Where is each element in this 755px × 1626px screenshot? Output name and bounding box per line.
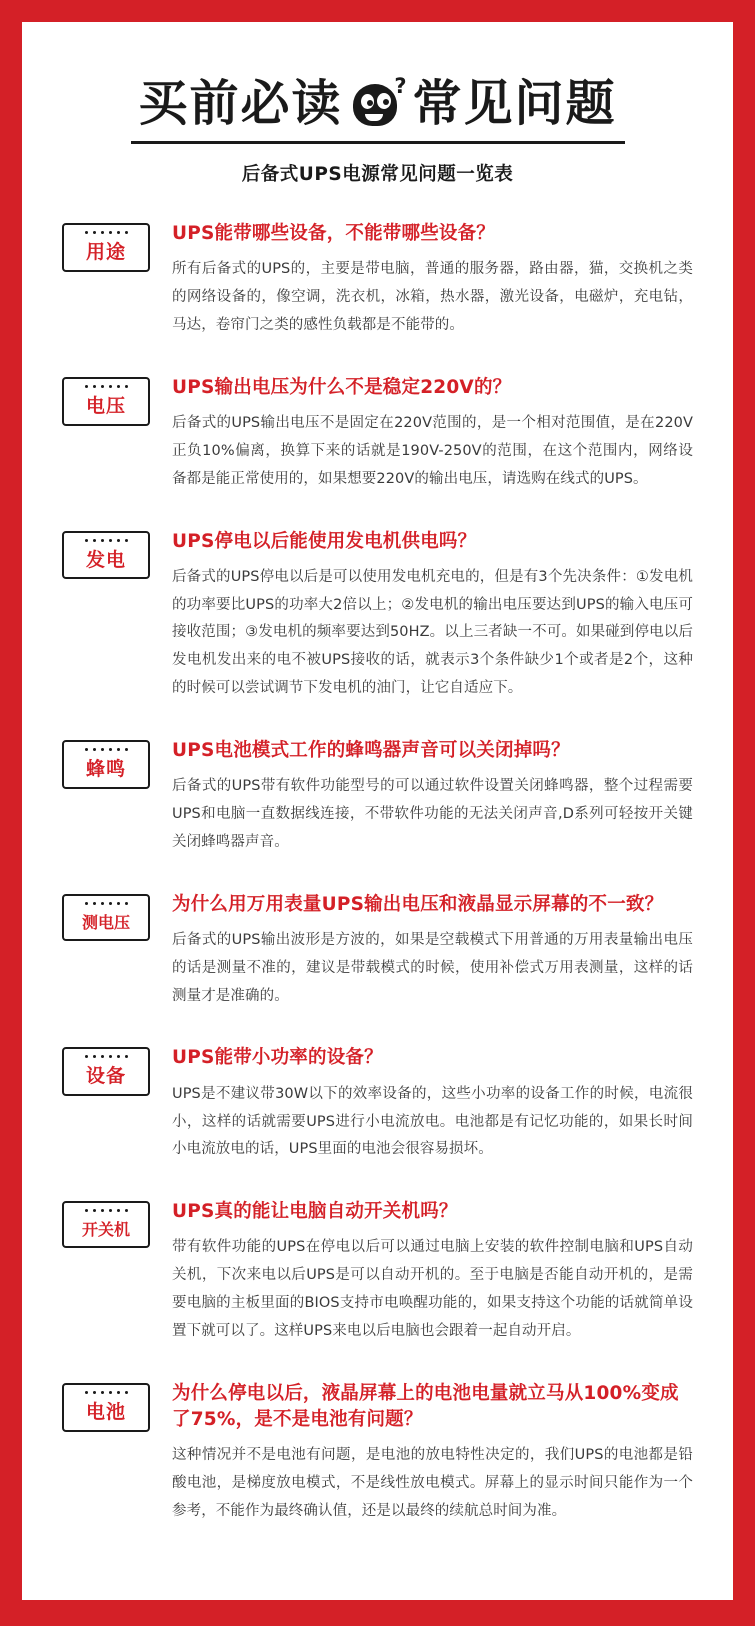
page-subtitle: 后备式UPS电源常见问题一览表: [241, 164, 514, 185]
faq-tag-label: 电压: [85, 394, 126, 417]
list-item: [62, 528, 693, 703]
dot-row-icon: [64, 385, 148, 388]
faq-tag: [62, 740, 150, 789]
faq-tag: [62, 1383, 150, 1432]
faq-tag: [62, 531, 150, 580]
faq-tag-label: 开关机: [81, 1220, 130, 1240]
poster-content-card: [22, 22, 733, 1600]
faq-tag-wrap: [62, 1198, 154, 1248]
dot-row-icon: [64, 1055, 148, 1058]
faq-question: UPS输出电压为什么不是稳定220V的？: [172, 376, 512, 398]
faq-answer: 所有后备式的UPS的，主要是带电脑，普通的服务器，路由器，猫，交换机之类的网络设备的，像空调，洗衣机，冰箱，热水器，激光设备，电磁炉，充电钻，马达，卷帘门之类的感性负载都是不能带的。: [172, 261, 693, 333]
confused-face-icon: [347, 74, 409, 132]
faq-body: [154, 737, 693, 857]
list-item: [62, 374, 693, 494]
list-item: [62, 1044, 693, 1164]
dot-row-icon: [64, 231, 148, 234]
faq-question: UPS能带小功率的设备？: [172, 1047, 383, 1069]
faq-question: UPS能带哪些设备，不能带哪些设备？: [172, 223, 496, 244]
list-item: [62, 737, 693, 857]
list-item: [62, 1380, 693, 1526]
faq-tag-label: 用途: [85, 241, 126, 263]
faq-tag: [62, 377, 150, 426]
faq-tag: [62, 223, 150, 272]
dot-row-icon: [64, 1209, 148, 1212]
faq-tag-wrap: [62, 1044, 154, 1096]
faq-answer: 后备式的UPS停电以后是可以使用发电机充电的，但是有3个先决条件：①发电机的功率要比UPS的功率大2倍以上；②发电机的输出电压要达到UPS的输入电压可接收范围；③发电机的频率要达到50HZ。以上三者缺一不可。如果碰到停电以后发电机发出来的电不被UPS接收的话，就表示3个条件缺少1个或者是2个，这种的时候可以尝试调节下发电机的油门，让它自适应下。: [172, 568, 693, 697]
page-title: [62, 74, 693, 132]
faq-tag-wrap: [62, 1380, 154, 1432]
faq-answer: 带有软件功能的UPS在停电以后可以通过电脑上安装的软件控制电脑和UPS自动关机，下次来电以后UPS是可以自动开机的。至于电脑是否能自动开机的，是需要电脑的主板里面的BIOS支持市电唤醒功能的，如果支持这个功能的话就简单设置下就可以了。这样UPS来电以后电脑也会跟着一起自动开启。: [172, 1239, 693, 1339]
faq-tag-label: 电池: [85, 1400, 126, 1423]
faq-answer: UPS是不建议带30W以下的效率设备的，这些小功率的设备工作的时候，电流很小，这样的话就需要UPS进行小电流放电。电池都是有记忆功能的，如果长时间小电流放电的话，UPS里面的电池会很容易损坏。: [172, 1085, 693, 1158]
page-header: [62, 74, 693, 186]
faq-question: 为什么停电以后，液晶屏幕上的电池电量就立马从100%变成了75%，是不是电池有问题？: [172, 1382, 679, 1430]
title-divider: [131, 141, 625, 144]
faq-tag-label: 设备: [85, 1065, 126, 1088]
faq-tag-wrap: [62, 374, 154, 426]
faq-answer: 后备式的UPS输出波形是方波的，如果是空载模式下用普通的万用表量输出电压的话是测量不准的，建议是带载模式的时候，使用补偿式万用表测量，这样的话测量才是准确的。: [172, 931, 693, 1004]
faq-tag-wrap: [62, 528, 154, 580]
faq-question: UPS停电以后能使用发电机供电吗？: [172, 530, 477, 552]
faq-question: UPS电池模式工作的蜂鸣器声音可以关闭掉吗？: [172, 739, 570, 761]
faq-body: [154, 891, 693, 1011]
dot-row-icon: [64, 539, 148, 542]
faq-tag-label: 蜂鸣: [85, 757, 126, 780]
faq-body: [154, 528, 693, 703]
faq-tag-wrap: [62, 737, 154, 789]
faq-question: UPS真的能让电脑自动开关机吗？: [172, 1201, 458, 1223]
dot-row-icon: [64, 902, 148, 905]
dot-row-icon: [64, 1391, 148, 1394]
faq-body: [154, 220, 693, 340]
faq-body: [154, 1198, 693, 1346]
faq-list: [62, 220, 693, 1526]
title-left-text: 买前必读: [138, 74, 343, 132]
faq-tag-label: 测电压: [81, 912, 130, 932]
faq-body: [154, 1380, 693, 1526]
faq-question: 为什么用万用表量UPS输出电压和液晶显示屏幕的不一致？: [172, 893, 664, 915]
faq-answer: 后备式的UPS输出电压不是固定在220V范围的，是一个相对范围值，是在220V正负10%偏离，换算下来的话就是190V-250V的范围，在这个范围内，网络设备都是能正常使用的，如果想要220V的输出电压，请选购在线式的UPS。: [172, 415, 693, 487]
list-item: [62, 1198, 693, 1346]
faq-body: [154, 374, 693, 494]
faq-tag: [62, 1201, 150, 1248]
faq-body: [154, 1044, 693, 1164]
faq-tag: [62, 1047, 150, 1096]
faq-tag-wrap: [62, 220, 154, 272]
faq-tag-label: 发电: [85, 548, 126, 571]
faq-tag: [62, 894, 150, 941]
list-item: [62, 220, 693, 340]
dot-row-icon: [64, 748, 148, 751]
faq-tag-wrap: [62, 891, 154, 941]
faq-answer: 后备式的UPS带有软件功能型号的可以通过软件设置关闭蜂鸣器，整个过程需要UPS和电脑一直数据线连接，不带软件功能的无法关闭声音,D系列可轻按开关键关闭蜂鸣器声音。: [172, 778, 693, 850]
list-item: [62, 891, 693, 1011]
title-right-text: 常见问题: [412, 74, 617, 132]
question-mark-icon: ?: [394, 74, 407, 98]
faq-answer: 这种情况并不是电池有问题，是电池的放电特性决定的，我们UPS的电池都是铅酸电池，是梯度放电模式，不是线性放电模式。屏幕上的显示时间只能作为一个参考，不能作为最终确认值，还是以最终的续航总时间为准。: [172, 1447, 693, 1519]
